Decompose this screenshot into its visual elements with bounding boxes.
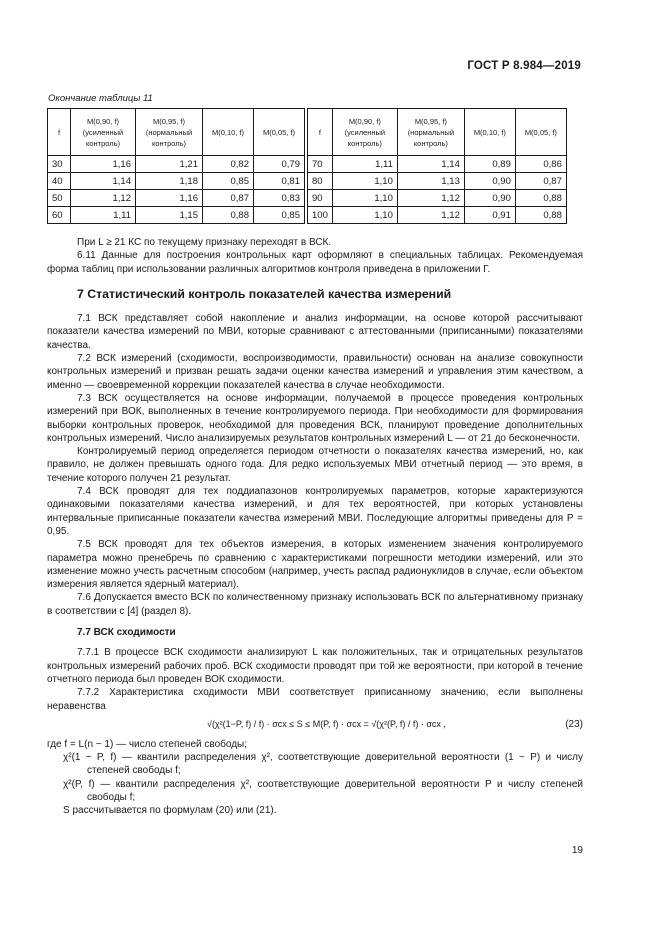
cell: 1,13: [397, 173, 464, 190]
paragraph-6-11: 6.11 Данные для построения контрольных карт оформляют в специальных таблицах. Рекомендуемая форма таблиц при использовании различных алгоритмов контроля приведена в приложении Г.: [47, 250, 583, 275]
cell: 0,87: [203, 190, 254, 207]
cell: 70: [308, 156, 333, 173]
header-m005: M(0,05, f): [254, 109, 305, 156]
header-m090: M(0,90, f) (усиленный контроль): [332, 109, 397, 156]
header-f: f: [48, 109, 71, 156]
table-row: [48, 156, 567, 173]
table-row: [48, 190, 567, 207]
cell: 0,79: [254, 156, 305, 173]
definition-s: S рассчитывается по формулам (20) или (21).: [63, 805, 277, 817]
cell: 1,16: [71, 156, 136, 173]
cell: 0,88: [203, 207, 254, 224]
paragraph-7-5: 7.5 ВСК проводят для тех объектов измерения, в которых изменением значения контролируемого параметра можно пренебречь по сравнению с характеристиками погрешности методики измерений, или это изменение можно учесть расчетным способом (например, учесть распад радионуклидов в случае, если объектом измерения является ядерный материал).: [47, 539, 583, 591]
paragraph-7-6: 7.6 Допускается вместо ВСК по количественному признаку использовать ВСК по альтернативному признаку в соответствии с [4] (раздел 8).: [47, 592, 583, 617]
header-m005: M(0,05, f): [515, 109, 566, 156]
cell: 1,12: [397, 190, 464, 207]
cell: 100: [308, 207, 333, 224]
header-m090: M(0,90, f) (усиленный контроль): [71, 109, 136, 156]
table-row: [48, 207, 567, 224]
cell: 80: [308, 173, 333, 190]
cell: 1,12: [397, 207, 464, 224]
paragraph-l21: При L ≥ 21 КС по текущему признаку переходят в ВСК.: [77, 237, 332, 248]
cell: 1,14: [71, 173, 136, 190]
header-m010: M(0,10, f): [203, 109, 254, 156]
cell: 30: [48, 156, 71, 173]
cell: 1,11: [332, 156, 397, 173]
cell: 90: [308, 190, 333, 207]
formula-expression: √(χ²(1−P, f) / f) · σсх ≤ S ≤ M(P, f) · σсх = √(χ²(P, f) / f) · σсх ,: [207, 718, 446, 729]
table-row: [48, 173, 567, 190]
header-m095: M(0,95, f) (нормальный контроль): [136, 109, 203, 156]
cell: 1,11: [71, 207, 136, 224]
paragraph-7-1: 7.1 ВСК представляет собой накопление и анализ информации, на основе которой рассчитывают показатели качества измерений по МВИ, которые сравнивают с аттестованными (приписанными) показателями качества.: [47, 313, 583, 351]
cell: 0,83: [254, 190, 305, 207]
definitions-list: [47, 738, 583, 818]
document-body: [47, 236, 583, 818]
table-header-row: [48, 109, 567, 156]
cell: 40: [48, 173, 71, 190]
paragraph-7-7-2: 7.7.2 Характеристика сходимости МВИ соответствует приписанному значению, если выполнены неравенства: [47, 687, 583, 712]
paragraph-7-4: 7.4 ВСК проводят для тех поддиапазонов контролируемых параметров, которые характеризуются одинаковыми показателями качества измерений, и для тех вероятностей, при которых установлены интервальные приписанные показатели качества измерений МВИ. Последующие алгоритмы приведены для P = 0,95.: [47, 486, 583, 537]
cell: 0,81: [254, 173, 305, 190]
paragraph-7-7-1: 7.7.1 В процессе ВСК сходимости анализируют L как положительных, так и отрицательных результатов контрольных измерений рабочих проб. ВСК сходимости проводят при той же вероятности, при которой в течение отчетного периода был проведен ВОК сходимости.: [47, 647, 583, 685]
cell: 50: [48, 190, 71, 207]
section-7-7-heading: 7.7 ВСК сходимости: [77, 627, 176, 639]
cell: 0,89: [464, 156, 515, 173]
cell: 1,14: [397, 156, 464, 173]
cell: 1,12: [71, 190, 136, 207]
paragraph-7-3: 7.3 ВСК осуществляется на основе информации, получаемой в процессе проведения контрольных измерений при ВОК, выполненных в течение контролируемого периода. При необходимости для формирования выборки контрольных проверок, необходимой для проведения ВСК, планируют проведение дополнительных контрольных измерений. Число анализируемых результатов контрольных измерений L — от 21 до бесконечности.: [47, 392, 583, 444]
definition-f: где f = L(n − 1) — число степеней свободы;: [47, 738, 248, 750]
cell: 1,15: [136, 207, 203, 224]
paragraph-period: Контролируемый период определяется периодом отчетности о показателях качества измерений, но, как правило, не должен превышать одного года. Для редко используемых МВИ отчетный период — это время, в течение которого получен 21 результат.: [47, 446, 583, 484]
cell: 1,18: [136, 173, 203, 190]
cell: 0,86: [515, 156, 566, 173]
section-7-heading: 7 Статистический контроль показателей качества измерений: [77, 286, 452, 301]
paragraph-7-2: 7.2 ВСК измерений (сходимости, воспроизводимости, правильности) основан на анализе совокупности контрольных измерений и призван решать задачи оценки качества измерений и управления этим качеством, а именно — своевременной коррекции показателей качества в случае необходимости.: [47, 353, 583, 391]
formula-23: [47, 716, 583, 736]
cell: 60: [48, 207, 71, 224]
table-caption: Окончание таблицы 11: [48, 93, 153, 104]
cell: 0,91: [464, 207, 515, 224]
formula-number: (23): [565, 718, 583, 730]
cell: 0,90: [464, 190, 515, 207]
cell: 1,10: [332, 207, 397, 224]
document-header: ГОСТ Р 8.984—2019: [467, 60, 581, 72]
cell: 0,88: [515, 207, 566, 224]
cell: 0,90: [464, 173, 515, 190]
cell: 0,88: [515, 190, 566, 207]
definition-chi-p: χ²(P, f) — квантили распределения χ², соответствующие доверительной вероятности P и числу степеней свободы f;: [63, 778, 583, 803]
cell: 0,85: [203, 173, 254, 190]
header-m010: M(0,10, f): [464, 109, 515, 156]
quantile-table: [47, 108, 567, 224]
cell: 0,82: [203, 156, 254, 173]
cell: 1,21: [136, 156, 203, 173]
cell: 1,10: [332, 190, 397, 207]
cell: 1,10: [332, 173, 397, 190]
definition-chi-1-p: χ²(1 − P, f) — квантили распределения χ², соответствующие доверительной вероятности (1 − P) и числу степеней свободы f;: [63, 752, 583, 777]
header-m095: M(0,95, f) (нормальный контроль): [397, 109, 464, 156]
cell: 1,16: [136, 190, 203, 207]
page-number: 19: [571, 845, 583, 856]
header-f: f: [308, 109, 333, 156]
cell: 0,87: [515, 173, 566, 190]
cell: 0,85: [254, 207, 305, 224]
